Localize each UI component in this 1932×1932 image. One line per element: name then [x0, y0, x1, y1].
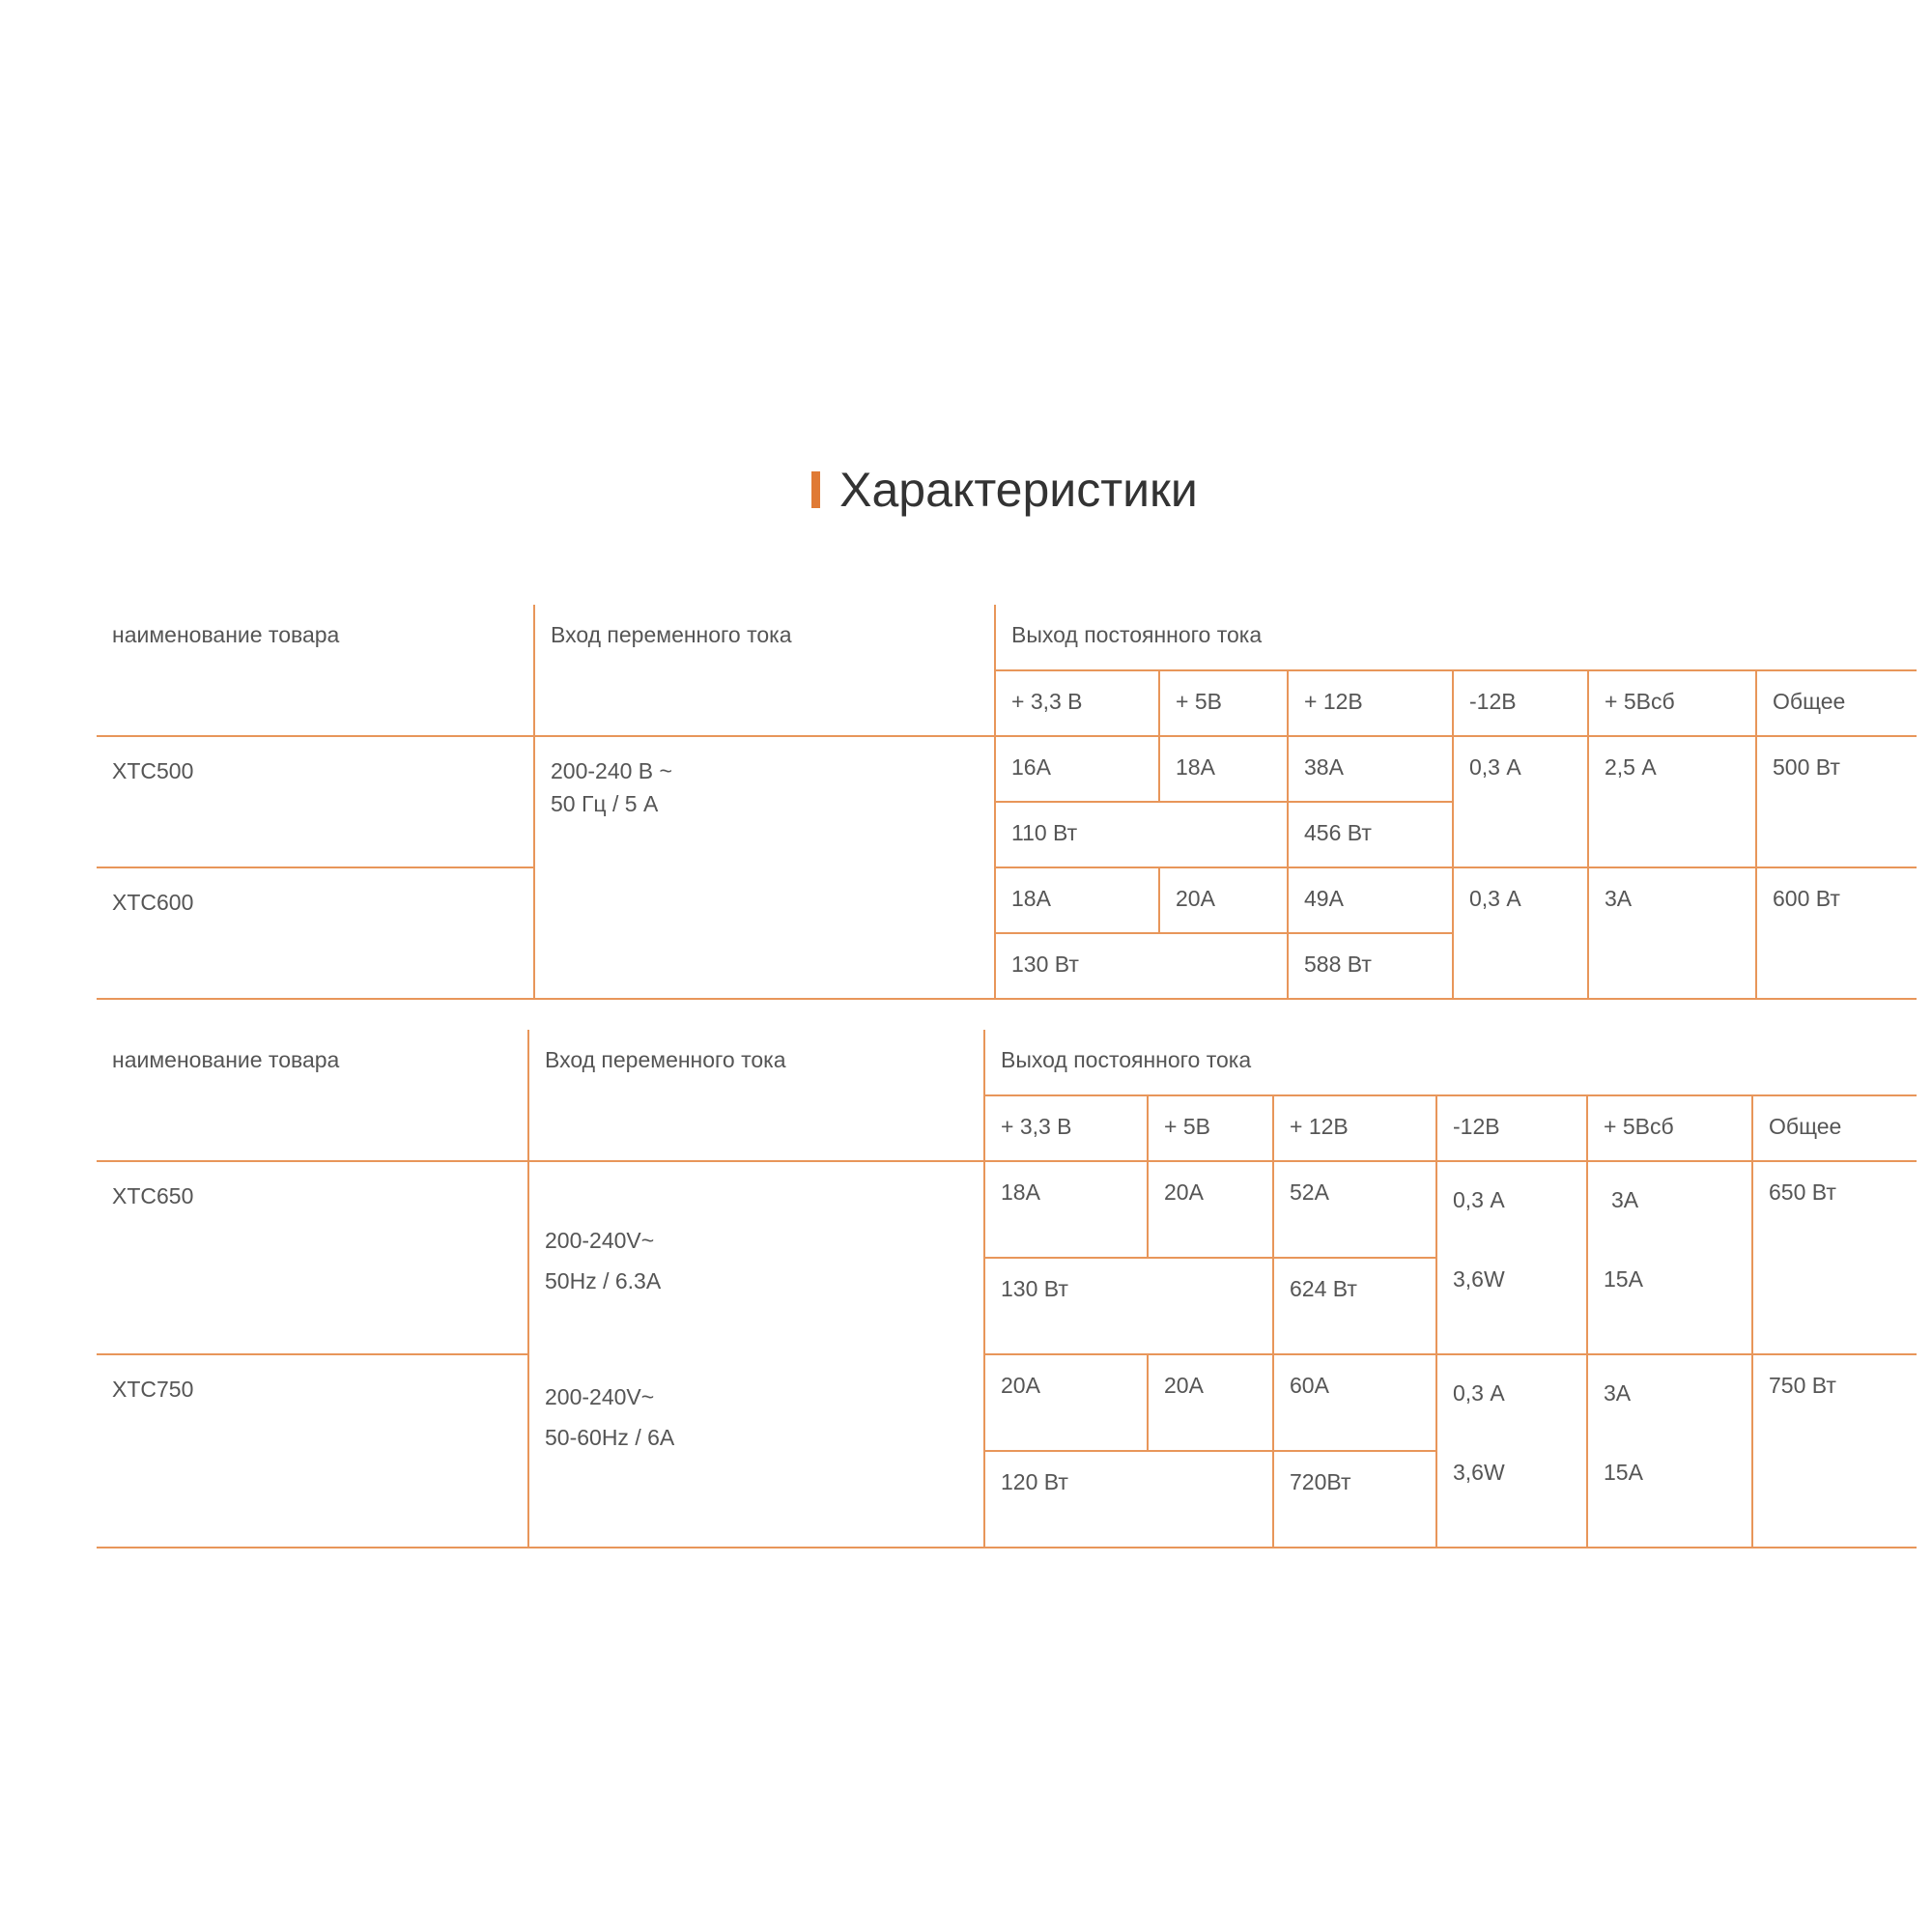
cell-total: 650 Вт	[1752, 1161, 1917, 1354]
table-row	[97, 1161, 1917, 1258]
title-accent-bar	[811, 471, 820, 508]
cell-5vsb: 2,5 А	[1588, 736, 1756, 867]
cell-minus12v	[1436, 1161, 1587, 1354]
col-header-3v3: + 3,3 В	[984, 1095, 1148, 1161]
cell-power-3v3-5v: 120 Вт	[984, 1451, 1273, 1548]
cell-5v: 20А	[1148, 1161, 1273, 1258]
cell-power-12v: 720Вт	[1273, 1451, 1436, 1548]
5vsb-current: 3А	[1604, 1380, 1632, 1406]
col-header-12v: + 12В	[1288, 670, 1453, 736]
cell-5vsb	[1587, 1161, 1752, 1354]
5vsb-power: 15А	[1604, 1460, 1643, 1485]
col-header-12v: + 12В	[1273, 1095, 1436, 1161]
header-name: наименование товара	[97, 605, 534, 736]
header-ac-input: Вход переменного тока	[528, 1030, 984, 1161]
table-row	[97, 867, 1917, 933]
model-name: XTC500	[97, 736, 534, 867]
5vsb-current: 3А	[1611, 1187, 1639, 1212]
cell-3v3: 16А	[995, 736, 1159, 802]
col-header-minus12v: -12В	[1436, 1095, 1587, 1161]
col-header-total: Общее	[1756, 670, 1917, 736]
cell-5v: 20А	[1148, 1354, 1273, 1451]
minus12v-power: 3,6W	[1453, 1266, 1505, 1292]
header-name: наименование товара	[97, 1030, 528, 1161]
minus12v-power: 3,6W	[1453, 1460, 1505, 1485]
ac-input-value: 200-240 В ~ 50 Гц / 5 А	[534, 736, 995, 999]
col-header-minus12v: -12В	[1453, 670, 1588, 736]
cell-power-12v: 624 Вт	[1273, 1258, 1436, 1354]
col-header-total: Общее	[1752, 1095, 1917, 1161]
spec-table-2	[97, 1030, 1917, 1548]
cell-power-12v: 588 Вт	[1288, 933, 1453, 999]
section-header	[0, 462, 1932, 518]
model-name: XTC750	[97, 1354, 528, 1548]
cell-12v: 49А	[1288, 867, 1453, 933]
ac-input-value-b: 200-240V~ 50-60Hz / 6A	[545, 1384, 675, 1450]
cell-12v: 38А	[1288, 736, 1453, 802]
cell-minus12v: 0,3 А	[1453, 867, 1588, 999]
header-dc-output: Выход постоянного тока	[995, 605, 1917, 670]
ac-input-cell	[528, 1161, 984, 1548]
cell-total: 500 Вт	[1756, 736, 1917, 867]
col-header-3v3: + 3,3 В	[995, 670, 1159, 736]
cell-5vsb	[1587, 1354, 1752, 1548]
col-header-5v: + 5В	[1159, 670, 1288, 736]
cell-power-3v3-5v: 110 Вт	[995, 802, 1288, 867]
table-row	[97, 736, 1917, 802]
ac-input-value-a: 200-240V~ 50Hz / 6.3A	[545, 1228, 662, 1293]
cell-power-3v3-5v: 130 Вт	[995, 933, 1288, 999]
model-name: XTC600	[97, 867, 534, 999]
cell-12v: 60А	[1273, 1354, 1436, 1451]
header-ac-input: Вход переменного тока	[534, 605, 995, 736]
cell-5vsb: 3А	[1588, 867, 1756, 999]
spec-table-1	[97, 605, 1917, 1000]
minus12v-current: 0,3 А	[1453, 1380, 1505, 1406]
cell-power-12v: 456 Вт	[1288, 802, 1453, 867]
col-header-5v: + 5В	[1148, 1095, 1273, 1161]
model-name: XTC650	[97, 1161, 528, 1354]
5vsb-power: 15А	[1604, 1266, 1643, 1292]
cell-3v3: 18А	[984, 1161, 1148, 1258]
cell-power-3v3-5v: 130 Вт	[984, 1258, 1273, 1354]
cell-total: 750 Вт	[1752, 1354, 1917, 1548]
header-dc-output: Выход постоянного тока	[984, 1030, 1917, 1095]
page-title: Характеристики	[839, 463, 1198, 517]
col-header-5vsb: + 5Всб	[1588, 670, 1756, 736]
table-row	[97, 1354, 1917, 1451]
cell-12v: 52А	[1273, 1161, 1436, 1258]
cell-3v3: 18А	[995, 867, 1159, 933]
title-group	[811, 462, 1198, 518]
cell-minus12v: 0,3 А	[1453, 736, 1588, 867]
cell-minus12v	[1436, 1354, 1587, 1548]
col-header-5vsb: + 5Всб	[1587, 1095, 1752, 1161]
cell-5v: 18А	[1159, 736, 1288, 802]
cell-5v: 20А	[1159, 867, 1288, 933]
cell-3v3: 20А	[984, 1354, 1148, 1451]
cell-total: 600 Вт	[1756, 867, 1917, 999]
minus12v-current: 0,3 А	[1453, 1187, 1505, 1212]
